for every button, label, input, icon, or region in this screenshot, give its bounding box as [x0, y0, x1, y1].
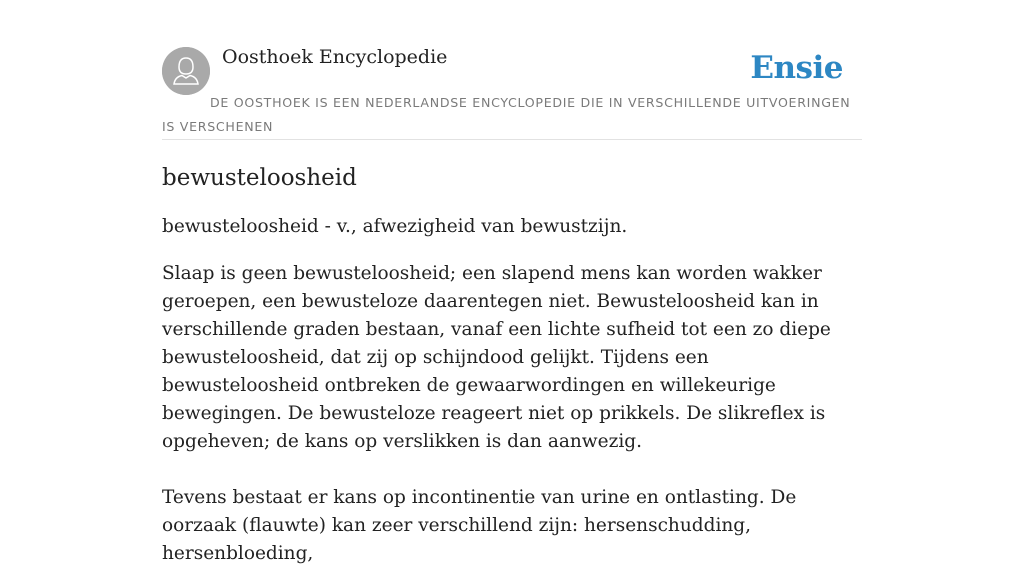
body-paragraph: Slaap is geen bewusteloosheid; een slapend mens kan worden wakker geroepen, een bewusteloze daarentegen niet. Bewusteloosheid kan in verschillende graden bestaan, vanaf een lichte sufheid tot een zo diepe bewusteloosheid, dat zij op schijndood gelijkt. Tijdens een bewusteloosheid ontbreken de gewaarwordingen en willekeurige bewegingen. De bewusteloze reageert niet op prikkels. De slikreflex is opgeheven; de kans op verslikken is dan aanwezig.	[162, 263, 831, 452]
site-title[interactable]: Oosthoek Encyclopedie	[222, 46, 448, 68]
site-tagline: DE OOSTHOEK IS EEN NEDERLANDSE ENCYCLOPEDIE DIE IN VERSCHILLENDE UITVOERINGEN IS VERSCHENEN	[162, 95, 851, 134]
body-paragraph: Tevens bestaat er kans op incontinentie van urine en ontlasting. De oorzaak (flauwte) kan zeer verschillend zijn: hersenschudding, hersenbloeding,	[162, 487, 797, 564]
user-avatar-icon[interactable]	[162, 47, 210, 95]
paragraph-spacer	[162, 456, 862, 484]
entry-title: bewusteloosheid	[162, 165, 357, 191]
entry-definition: bewusteloosheid - v., afwezigheid van bewustzijn.	[162, 216, 628, 237]
entry-content	[162, 160, 862, 568]
site-header	[162, 40, 862, 140]
entry-body	[162, 260, 862, 568]
ensie-logo[interactable]: Ensie	[750, 50, 843, 86]
